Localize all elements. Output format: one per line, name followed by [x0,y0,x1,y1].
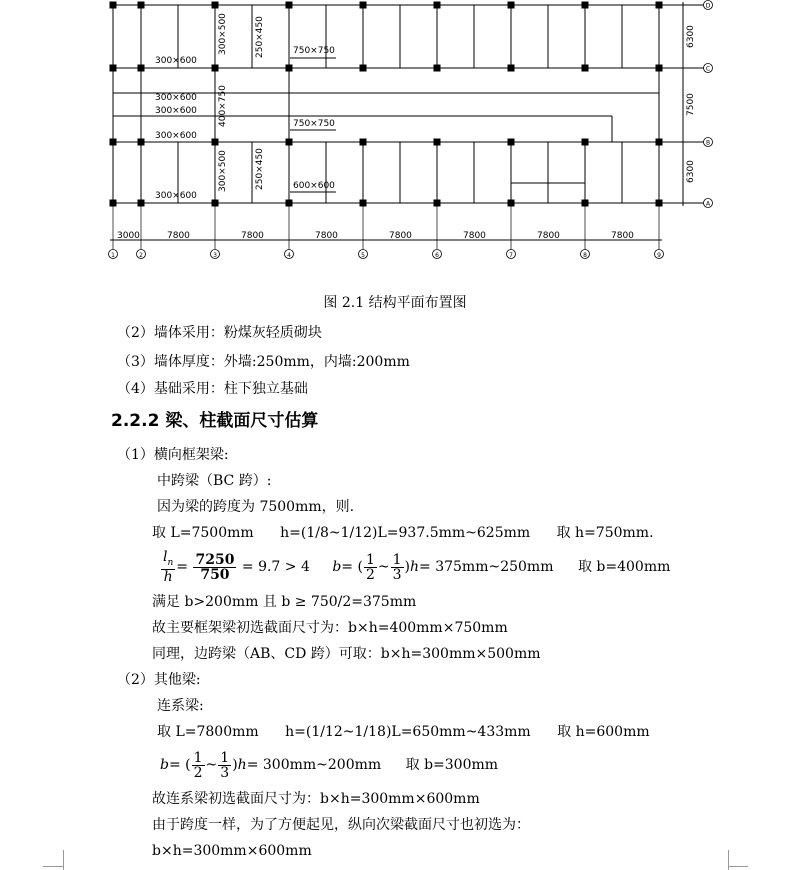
column-marker [508,200,515,207]
column-marker [110,65,117,72]
axis-number: 9 [657,252,661,259]
bay-width: 7800 [167,231,190,241]
h-symbol: h [163,569,173,586]
bay-width: 3000 [117,231,140,241]
axis-number: 6 [435,252,439,259]
column-marker [360,139,367,146]
row-spacing: 7500 [686,93,696,116]
column-marker [286,65,293,72]
ln-subscript: n [167,557,174,568]
column-marker [582,139,589,146]
ratio-formula-line: $\frac{l_n}{h}$ = $\frac{7250}{750}$ = 9.7 > 4 b= ( $\frac{1}{2}$ ~ $\frac{1}{3}$ )h= 375mm~250mm 取 b=400mm [163,548,671,586]
half-fraction: $\frac{1}{2}$ [365,551,375,583]
axis-number: 4 [287,252,291,259]
axis-letter: A [705,200,711,208]
tilde: ~ [377,559,390,575]
main-choice: 故主要框架梁初选截面尺寸为：b×h=400mm×750mm [152,620,508,636]
column-marker [656,139,663,146]
beam-label: 600×600 [293,181,335,191]
column-label: 400×750 [218,85,228,127]
h-range: h=(1/8~1/12)L=937.5mm~625mm [280,525,531,541]
axis-letter: D [705,2,711,10]
tie-b-result: = 300mm~200mm [246,757,382,773]
axis-letter: B [705,139,711,147]
column-label: 250×450 [255,16,265,58]
axis-number: 3 [213,252,217,259]
calc-line [152,524,654,542]
value-fraction [193,553,236,582]
transverse-title: （1）横向框架梁: [117,447,229,463]
foundation-item: （4）基础采用：柱下独立基础 [117,381,308,397]
axis-number: 2 [139,252,143,259]
axis-number: 8 [583,252,587,259]
column-marker [212,65,219,72]
column-marker [434,2,441,9]
tie-take-L: 取 L=7800mm [157,724,259,740]
page-corner-mark [728,850,729,870]
column-label: 300×500 [218,150,228,192]
tie-h-range: h=(1/12~1/18)L=650mm~433mm [285,724,531,740]
column-marker [656,2,663,9]
ratio-fraction [161,550,175,585]
column-marker [434,65,441,72]
column-marker [138,200,145,207]
column-marker [212,2,219,9]
column-label: 300×500 [218,13,228,55]
mid-span-label: 中跨梁（BC 跨）: [157,473,272,489]
bay-width: 7800 [241,231,264,241]
axis-number: 5 [361,252,365,259]
column-marker [110,139,117,146]
numerator: 7250 [195,551,235,568]
side-choice: 同理，边跨梁（AB、CD 跨）可取：b×h=300mm×500mm [152,646,541,662]
column-marker [286,200,293,207]
beam-label: 750×750 [293,46,335,56]
column-marker [212,139,219,146]
wall-thickness-item: （3）墙体厚度：外墙:250mm，内墙:200mm [117,354,410,370]
denominator: 750 [200,566,230,583]
column-marker [110,200,117,207]
column-marker [138,2,145,9]
axis-letter: C [705,65,711,73]
bay-width: 7800 [389,231,412,241]
take-L: 取 L=7500mm [152,525,254,541]
tie-take-h: 取 h=600mm [557,724,650,740]
wall-material-item: （2）墙体采用：粉煤灰轻质砌块 [117,325,322,341]
beam-label: 300×600 [155,131,197,141]
third-fraction: $\frac{1}{3}$ [220,749,230,781]
column-marker [656,200,663,207]
axis-number: 1 [111,252,115,259]
b-result: = 375mm~250mm [419,559,554,575]
column-marker [582,200,589,207]
half-fraction: $\frac{1}{2}$ [193,749,203,781]
other-beams-title: （2）其他梁: [117,672,201,688]
b-symbol: b [332,559,342,575]
third-fraction: $\frac{1}{3}$ [392,551,402,583]
tie-choice: 故连系梁初选截面尺寸为：b×h=300mm×600mm [152,791,480,807]
page-corner-mark [43,866,63,867]
column-marker [212,200,219,207]
beam-label: 300×600 [155,56,197,66]
page-corner-mark [728,866,748,867]
final-size: b×h=300mm×600mm [152,843,312,859]
beam-label: 300×600 [155,93,197,103]
column-marker [138,139,145,146]
bay-width: 7800 [463,231,486,241]
section-heading: 2.2.2 梁、柱截面尺寸估算 [111,411,319,431]
span-reason: 因为梁的跨度为 7500mm，则. [157,499,355,515]
column-marker [656,65,663,72]
secondary-reason: 由于跨度一样，为了方便起见，纵向次梁截面尺寸也初选为： [152,817,530,833]
beam-label: 300×600 [155,106,197,116]
column-marker [360,2,367,9]
beam-label: 750×750 [293,119,335,129]
column-label: 250×450 [255,148,265,190]
column-marker [286,2,293,9]
bay-width: 7800 [315,231,338,241]
column-marker [138,65,145,72]
column-marker [360,200,367,207]
ratio-result: = 9.7 > 4 [241,559,310,575]
axis-number: 7 [509,252,513,259]
column-marker [434,200,441,207]
satisfy-line: 满足 b>200mm 且 b ≥ 750/2=375mm [152,594,417,610]
beam-label: 300×600 [155,191,197,201]
column-marker [508,2,515,9]
structural-plan-figure [0,0,790,285]
tie-beam-label: 连系梁: [157,698,204,714]
ln-symbol: l [163,548,168,565]
tie-b-formula: b= ( $\frac{1}{2}$ ~ $\frac{1}{3}$ )h= 300mm~200mm 取 b=300mm [160,749,499,781]
tie-take-b: 取 b=300mm [405,757,499,773]
column-marker [360,65,367,72]
bay-width: 7800 [537,231,560,241]
column-marker [582,2,589,9]
column-marker [110,2,117,9]
page-corner-mark [63,850,64,870]
column-marker [508,65,515,72]
take-h: 取 h=750mm. [556,525,654,541]
column-marker [508,139,515,146]
figure-caption: 图 2.1 结构平面布置图 [323,295,467,311]
tie-calc-line [157,723,650,741]
eq-open: = ( [341,559,363,575]
column-marker [582,65,589,72]
bay-width: 7800 [611,231,634,241]
column-marker [286,139,293,146]
row-spacing: 6300 [686,160,696,183]
column-marker [434,139,441,146]
take-b: 取 b=400mm [577,559,671,575]
row-spacing: 6300 [686,25,696,48]
